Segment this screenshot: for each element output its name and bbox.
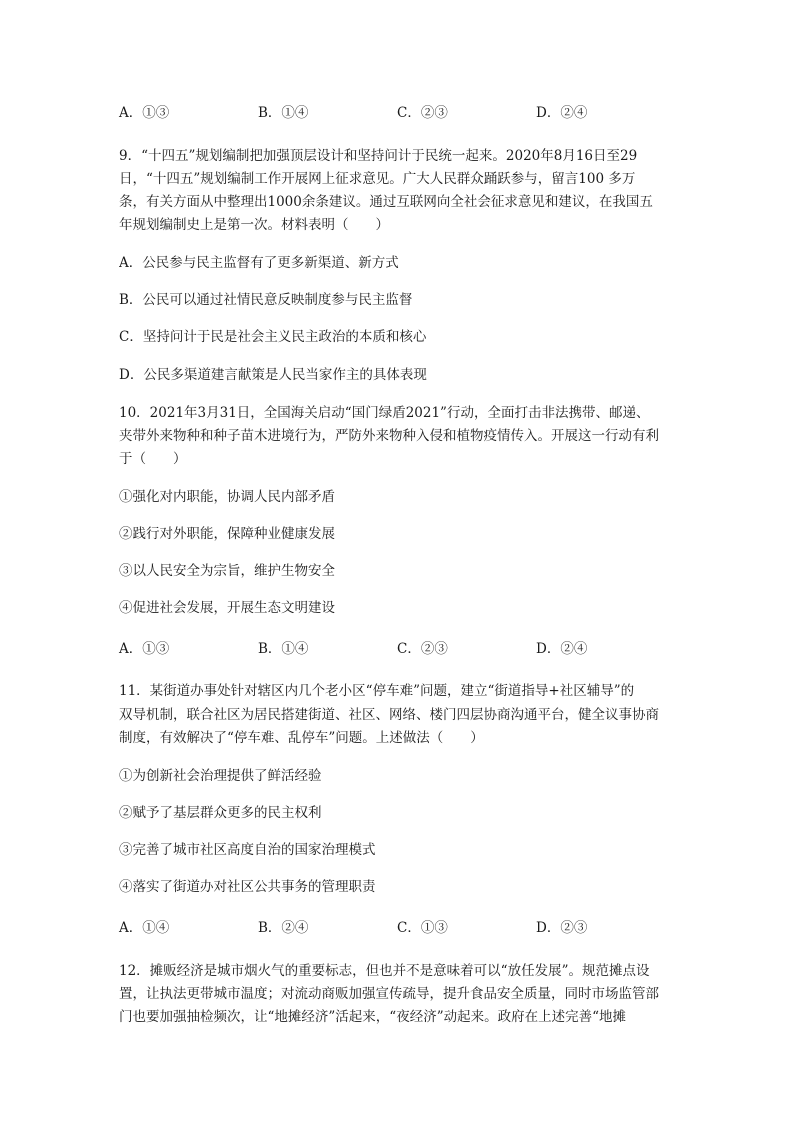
- q8-option-d: D．②④: [536, 105, 588, 121]
- q11-stem-line: 11．某街道办事处针对辖区内几个老小区“停车难”问题，建立“街道指导+社区辅导”的: [119, 683, 635, 699]
- q9-stem-line: 年规划编制史上是第一次。材料表明（ ）: [119, 217, 389, 233]
- q10-statement: ③以人民安全为宗旨，维护生物安全: [119, 563, 335, 579]
- q8-option-b: B．①④: [258, 105, 309, 121]
- q8-option-c: C．②③: [397, 105, 448, 121]
- q10-option-b: B．①④: [258, 641, 309, 657]
- q10-stem-line: 夹带外来物种和种子苗木进境行为，严防外来物种入侵和植物疫情传入。开展这一行动有利: [119, 428, 659, 444]
- q10-stem-line: 于（ ）: [119, 451, 187, 467]
- q9-choice-d: D．公民多渠道建言献策是人民当家作主的具体表现: [119, 367, 427, 383]
- q9-stem-line: 条，有关方面从中整理出1000余条建议。通过互联网向全社会征求意见和建议，在我国五: [119, 194, 653, 210]
- q10-option-d: D．②④: [536, 641, 588, 657]
- q10-options: [119, 640, 679, 658]
- q11-option-a: A．①④: [119, 920, 170, 936]
- q11-option-d: D．②③: [536, 920, 588, 936]
- q11-statement: ①为创新社会治理提供了鲜活经验: [119, 768, 322, 784]
- q11-statement: ②赋予了基层群众更多的民主权利: [119, 805, 322, 821]
- q12-stem-line: 门也要加强抽检频次，让“地摊经济”活起来，“夜经济”动起来。政府在上述完善“地摊: [119, 1009, 627, 1025]
- q9-choice-b: B．公民可以通过社情民意反映制度参与民主监督: [119, 292, 413, 308]
- q11-option-c: C．①③: [397, 920, 448, 936]
- q10-statement: ④促进社会发展，开展生态文明建设: [119, 600, 335, 616]
- q11-stem-line: 双导机制，联合社区为居民搭建街道、社区、网络、楼门四层协商沟通平台，健全议事协商: [119, 707, 659, 723]
- q11-stem-line: 制度，有效解决了“停车难、乱停车”问题。上述做法（ ）: [119, 730, 484, 746]
- q11-statement: ③完善了城市社区高度自治的国家治理模式: [119, 842, 376, 858]
- q12-stem-line: 置，让执法更带城市温度；对流动商贩加强宣传疏导，提升食品安全质量，同时市场监管部: [119, 986, 659, 1002]
- q9-stem-line: 日，“十四五”规划编制工作开展网上征求意见。广大人民群众踊跃参与，留言100 多万: [119, 171, 636, 187]
- q8-option-a: A．①③: [119, 105, 170, 121]
- q10-option-a: A．①③: [119, 641, 170, 657]
- q9-stem-line: 9．“十四五”规划编制把加强顶层设计和坚持问计于民统一起来。2020年8月16日至29: [119, 148, 638, 164]
- q11-options: [119, 919, 679, 937]
- q11-option-b: B．②④: [258, 920, 309, 936]
- q12-stem-line: 12．摊贩经济是城市烟火气的重要标志，但也并不是意味着可以“放任发展”。规范摊点设: [119, 963, 650, 979]
- q8-options: [119, 104, 679, 122]
- q9-choice-a: A．公民参与民主监督有了更多新渠道、新方式: [119, 255, 399, 271]
- q9-choice-c: C．坚持问计于民是社会主义民主政治的本质和核心: [119, 329, 427, 345]
- q10-stem-line: 10．2021年3月31日，全国海关启动“国门绿盾2021”行动，全面打击非法携带、邮递、: [119, 405, 650, 421]
- q10-statement: ①强化对内职能，协调人民内部矛盾: [119, 489, 335, 505]
- q11-statement: ④落实了街道办对社区公共事务的管理职责: [119, 879, 376, 895]
- q10-statement: ②践行对外职能，保障种业健康发展: [119, 526, 335, 542]
- q10-option-c: C．②③: [397, 641, 448, 657]
